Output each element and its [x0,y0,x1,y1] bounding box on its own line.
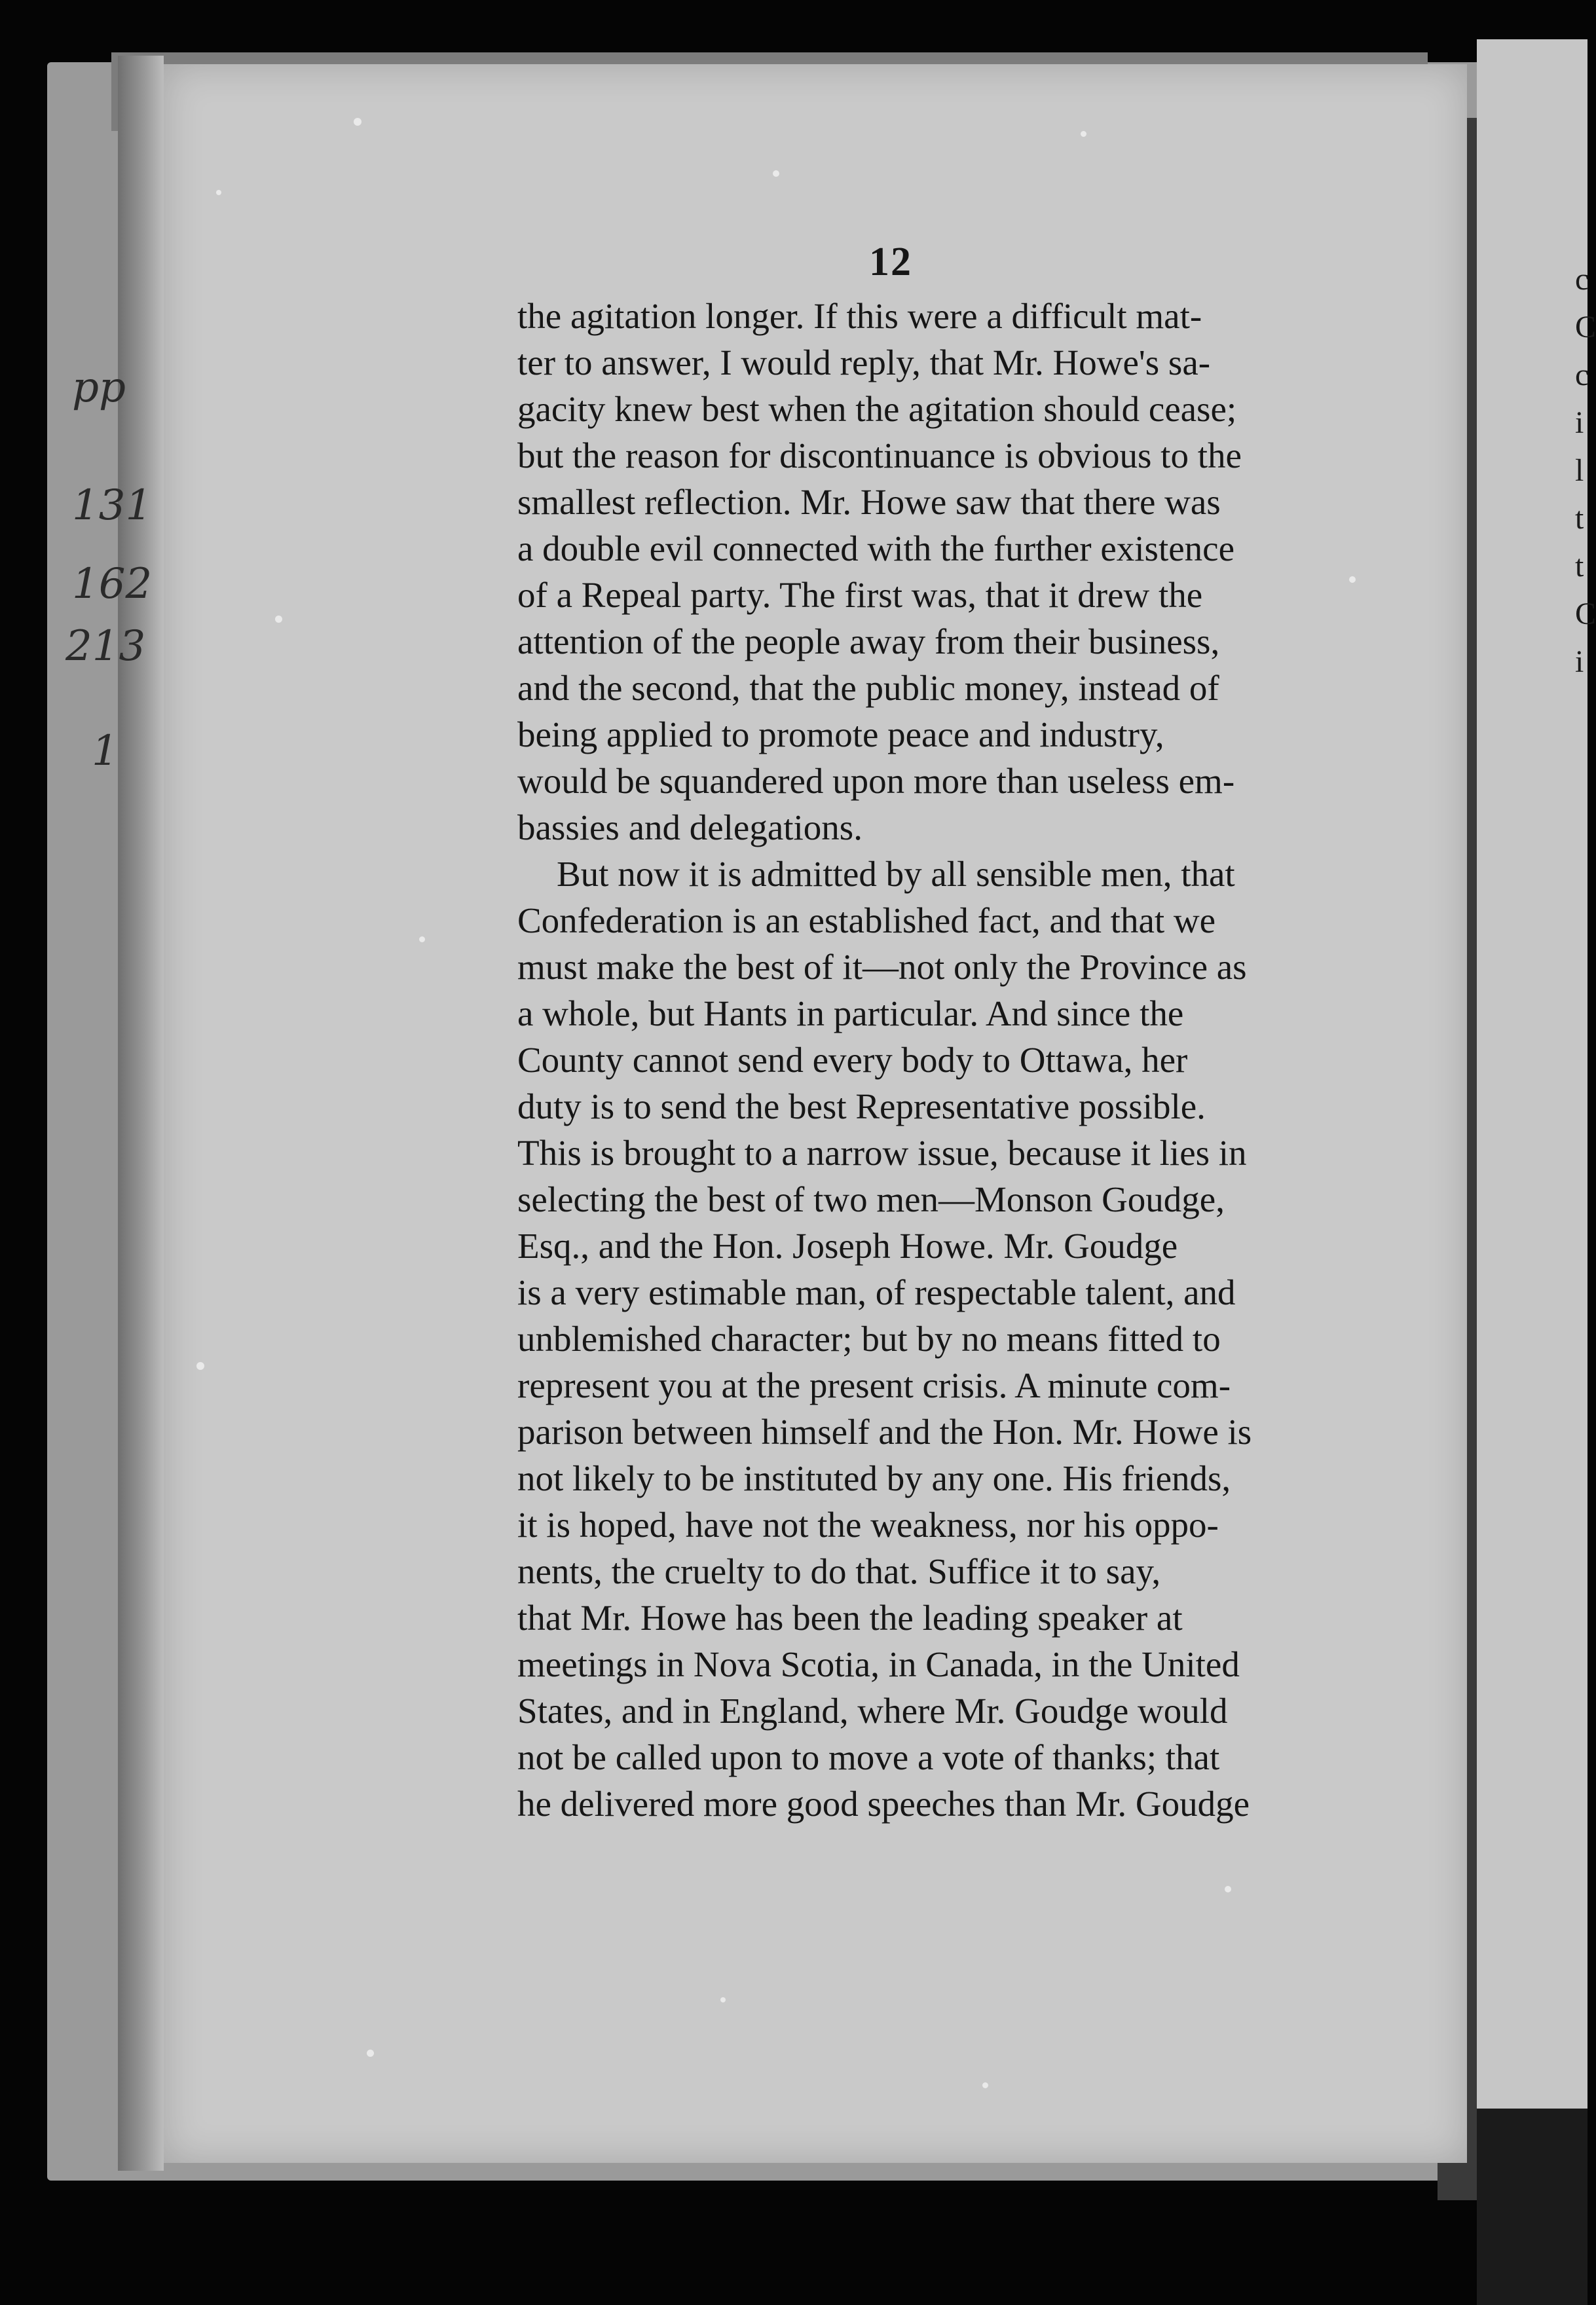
facing-page-shadow [1477,2109,1587,2305]
text-line: a whole, but Hants in particular. And since the [517,993,1184,1033]
dust-speck [354,118,362,126]
text-line: the agitation longer. If this were a difficult mat- [517,296,1202,336]
fragment: t [1575,549,1584,583]
dust-speck [773,170,779,177]
text-line: a double evil connected with the further existence [517,528,1234,568]
text-line: not likely to be instituted by any one. His friends, [517,1458,1231,1498]
dust-speck [1225,1886,1231,1892]
dust-speck [196,1362,204,1370]
text-line: duty is to send the best Representative possible. [517,1086,1206,1126]
text-line: and the second, that the public money, instead of [517,668,1219,708]
text-line: that Mr. Howe has been the leading speaker at [517,1598,1183,1638]
text-line: Esq., and the Hon. Joseph Howe. Mr. Goudge [517,1226,1178,1266]
text-line: is a very estimable man, of respectable talent, and [517,1272,1236,1312]
fragment: t [1575,501,1584,536]
margin-note: 213 [65,622,146,671]
text-line: States, and in England, where Mr. Goudge would [517,1691,1228,1731]
facing-page-edge [1477,39,1587,2266]
fragment: C [1575,310,1596,344]
text-line: being applied to promote peace and industry, [517,714,1164,754]
dust-speck [419,936,425,942]
text-line: must make the best of it—not only the Province as [517,947,1247,987]
text-line: gacity knew best when the agitation should cease; [517,389,1237,429]
dust-speck [982,2082,988,2088]
text-line: parison between himself and the Hon. Mr. Howe is [517,1412,1252,1452]
text-line: nents, the cruelty to do that. Suffice it to say, [517,1551,1161,1591]
text-line: County cannot send every body to Ottawa, her [517,1040,1188,1080]
text-line: of a Repeal party. The first was, that it drew the [517,575,1203,615]
dust-speck [216,190,221,195]
dust-speck [275,616,282,623]
fragment: l [1575,453,1584,488]
text-line: bassies and delegations. [517,807,863,847]
dust-speck [367,2050,374,2057]
dust-speck [1081,131,1086,137]
text-line: Confederation is an established fact, and that we [517,900,1216,940]
text-line: he delivered more good speeches than Mr. Goudge [517,1784,1250,1824]
page-number: 12 [869,240,912,284]
text-line: not be called upon to move a vote of thanks; that [517,1737,1220,1777]
text-line: ter to answer, I would reply, that Mr. Howe's sa- [517,342,1211,382]
margin-note: 162 [72,560,153,608]
text-line: This is brought to a narrow issue, because it lies in [517,1133,1247,1173]
text-line: selecting the best of two men—Monson Goudge, [517,1179,1225,1219]
fragment: C [1575,597,1596,631]
text-line: it is hoped, have not the weakness, nor his oppo- [517,1505,1219,1545]
dust-speck [720,1997,726,2002]
text-line: But now it is admitted by all sensible men, that [557,854,1235,894]
text-line: attention of the people away from their business, [517,621,1220,661]
margin-note: 131 [72,481,153,530]
text-line: would be squandered upon more than useless em- [517,761,1235,801]
fragment: c [1575,358,1589,392]
fragment: c [1575,262,1589,297]
margin-note: 1 [92,727,119,775]
fragment: i [1575,405,1584,440]
text-line: meetings in Nova Scotia, in Canada, in the United [517,1644,1240,1684]
text-line: smallest reflection. Mr. Howe saw that there was [517,482,1221,522]
text-line: represent you at the present crisis. A minute com- [517,1365,1231,1405]
dust-speck [1349,576,1356,583]
text-line: but the reason for discontinuance is obvious to the [517,435,1242,475]
fragment: i [1575,644,1584,679]
text-line: unblemished character; but by no means fitted to [517,1319,1221,1359]
margin-note: pp [72,363,126,412]
facing-page-text-fragments [1575,255,1596,686]
